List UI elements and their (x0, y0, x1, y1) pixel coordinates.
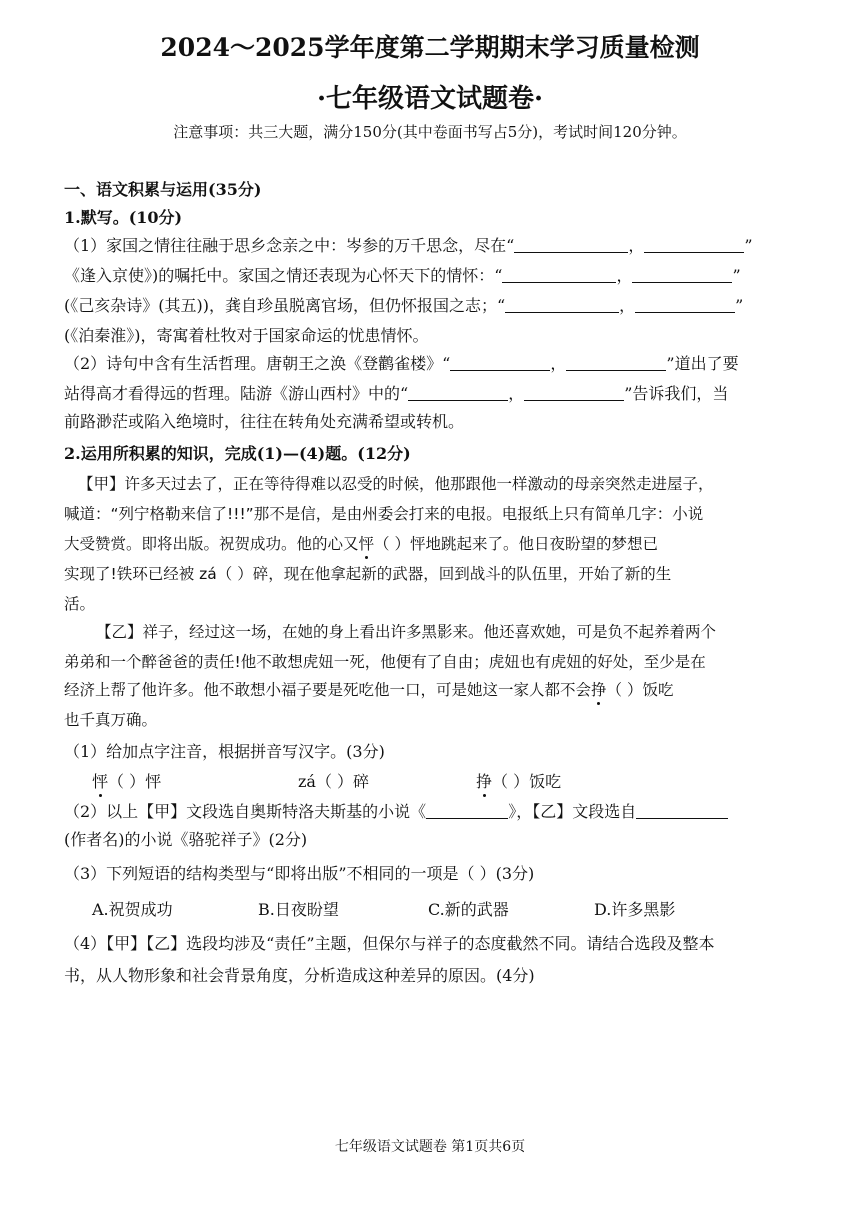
answer-blank[interactable] (524, 384, 624, 401)
q1-line-7: 前路渺茫或陷入绝境时，往往在转角处充满希望或转机。 (64, 412, 465, 431)
answer-blank[interactable] (426, 802, 508, 819)
answer-blank[interactable] (502, 266, 616, 283)
q1-line-5: （2）诗句中含有生活哲理。唐朝王之涣《登鹳雀楼》“ ， ”道出了要 (64, 354, 739, 373)
option-d[interactable]: D.许多黑影 (594, 900, 676, 919)
subquestion-2-line-2: (作者名)的小说《骆驼祥子》(2分) (64, 830, 308, 849)
passage-b-line-1: 【乙】祥子，经过这一场，在她的身上看出许多黑影来。他还喜欢她，可是负不起养着两个 (96, 623, 717, 641)
q1-line-1: （1）家国之情往往融于思乡念亲之中：岑参的万千思念，尽在“ ， ” (64, 236, 753, 255)
subquestion-2-line-1: （2）以上【甲】文段选自奥斯特洛夫斯基的小说《 》，【乙】文段选自 (64, 802, 804, 822)
answer-blank[interactable] (450, 354, 550, 371)
exam-title: 2024～2025学年度第二学期期末学习质量检测 (160, 33, 700, 62)
question-2-heading: 2.运用所积累的知识，完成(1)—(4)题。(12分) (64, 444, 411, 463)
subquestion-1-item-c: 挣（ ）饭吃 (476, 772, 562, 791)
answer-blank[interactable] (505, 296, 619, 313)
answer-blank[interactable] (408, 384, 508, 401)
subquestion-4-line-1: （4）【甲】【乙】选段均涉及“责任”主题，但保尔与祥子的态度截然不同。请结合选段及整本 (64, 934, 715, 953)
answer-blank[interactable] (632, 266, 732, 283)
answer-blank[interactable] (566, 354, 666, 371)
page-footer: 七年级语文试题卷 第1页共6页 (334, 1139, 526, 1155)
passage-b-line-2: 弟弟和一个醉爸爸的责任!他不敢想虎妞一死，他便有了自由；虎妞也有虎妞的好处，至少是在 (64, 653, 706, 671)
passage-a-line-2: 喊道：“列宁格勒来信了!!!”那不是信，是由州委会打来的电报。电报纸上只有简单几字：小说 (64, 505, 704, 523)
section-1-heading: 一、语文积累与运用(35分) (64, 180, 262, 199)
q1-line-2: 《逢入京使》)的嘱托中。家国之情还表现为心怀天下的情怀：“ ， ” (64, 266, 741, 285)
exam-subtitle: ·七年级语文试题卷· (316, 84, 544, 114)
option-b[interactable]: B.日夜盼望 (258, 900, 339, 919)
passage-b-line-3: 经济上帮了他许多。他不敢想小福子要是死吃他一口，可是她这一家人都不会挣（ ）饭吃 (64, 681, 674, 699)
passage-a-line-4: 实现了!铁环已经被 zá（ ）碎，现在他拿起新的武器，回到战斗的队伍里，开始了新的生 (64, 565, 672, 583)
subquestion-1-item-a: 怦（ ）怦 (92, 772, 162, 791)
passage-a-line-3: 大受赞赏。即将出版。祝贺成功。他的心又怦（ ）怦地跳起来了。他日夜盼望的梦想已 (64, 535, 658, 553)
answer-blank[interactable] (644, 236, 744, 253)
passage-a-line-5: 活。 (64, 595, 96, 613)
passage-a-line-1: 【甲】许多天过去了，正在等待得难以忍受的时候，他那跟他一样激动的母亲突然走进屋子， (78, 475, 714, 493)
exam-notice: 注意事项：共三大题，满分150分(其中卷面书写占5分)，考试时间120分钟。 (173, 123, 687, 141)
answer-blank[interactable] (635, 296, 735, 313)
subquestion-1: （1）给加点字注音，根据拼音写汉字。(3分) (64, 742, 385, 761)
subquestion-3: （3）下列短语的结构类型与“即将出版”不相同的一项是（ ）(3分) (64, 864, 535, 883)
passage-b-line-4: 也千真万确。 (64, 711, 158, 729)
question-1-heading: 1.默写。(10分) (64, 208, 183, 227)
option-a[interactable]: A.祝贺成功 (92, 900, 173, 919)
answer-blank[interactable] (636, 802, 728, 819)
q1-line-3: (《己亥杂诗》(其五))，龚自珍虽脱离官场，但仍怀报国之志；“ ， ” (64, 296, 744, 315)
q1-line-6: 站得高才看得远的哲理。陆游《游山西村》中的“ ， ”告诉我们，当 (64, 384, 729, 403)
answer-blank[interactable] (514, 236, 628, 253)
option-c[interactable]: C.新的武器 (428, 900, 509, 919)
subquestion-1-item-b: zá（ ）碎 (298, 772, 370, 791)
q1-line-4: (《泊秦淮》)，寄寓着杜牧对于国家命运的忧患情怀。 (64, 326, 429, 345)
subquestion-4-line-2: 书，从人物形象和社会背景角度，分析造成这种差异的原因。(4分) (64, 966, 535, 985)
